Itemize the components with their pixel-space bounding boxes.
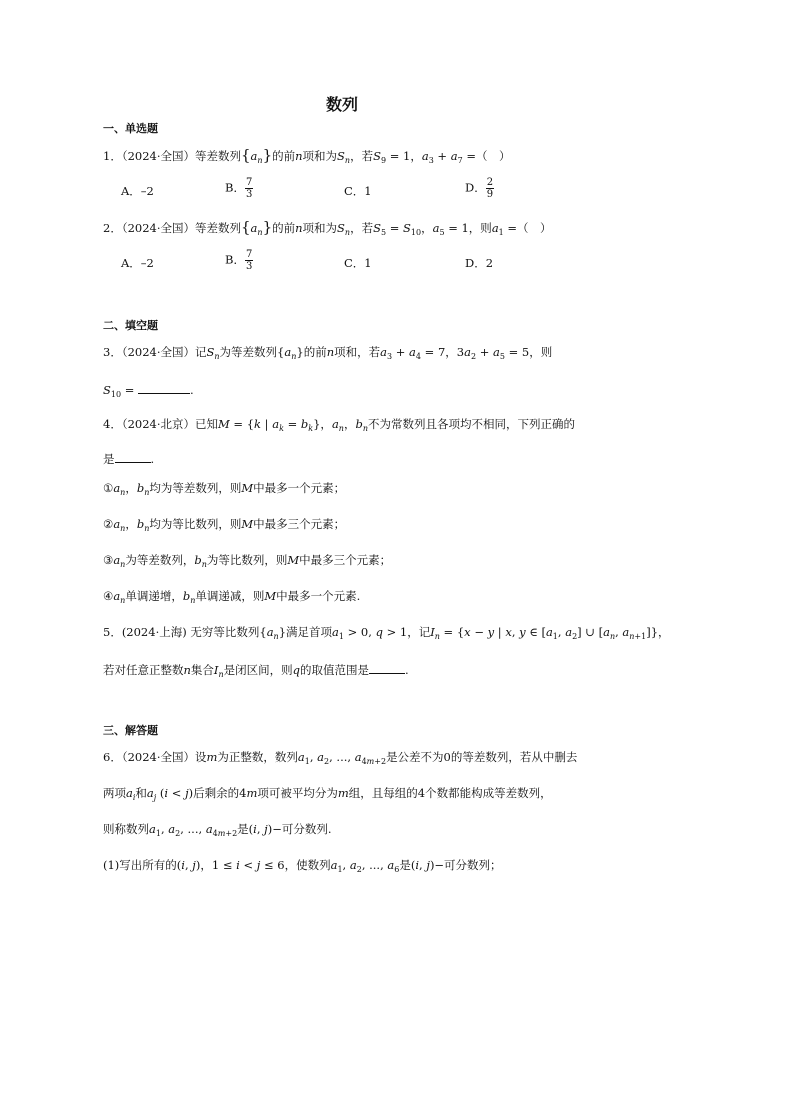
question-2-option-a[interactable]: A．–2 bbox=[121, 256, 154, 270]
question-1-stem: 1．（2024·全国）等差数列$\{a_n\}$的前n项和为$S_n$，若$S_9 = 1$，$a_3 + a_7$ =（ ） bbox=[103, 146, 511, 165]
question-6-line-2: 两项$a_i$和$a_j$ (i < j)后剩余的4m项可被平均分为m组，且每组的4个数都能构成等差数列， bbox=[103, 786, 552, 802]
question-1-option-c[interactable]: C．1 bbox=[344, 184, 372, 198]
question-4-line-2: 是 . bbox=[103, 452, 155, 466]
question-4-item-3: $③a_n$为等差数列，$b_n$为等比数列，则M中最多三个元素； bbox=[103, 553, 392, 569]
answer-blank[interactable] bbox=[369, 662, 405, 674]
question-2-stem: 2．（2024·全国）等差数列$\{a_n\}$的前n项和为$S_n$，若$S_5 = S_{10}$，$a_5 = 1$，则$a_1$ =（ ） bbox=[103, 218, 552, 237]
fraction: $\frac{7}{3}$ bbox=[245, 177, 253, 200]
question-5-line-1: 5．(2024·上海) 无穷等比数列$\{a_n\}$满足首项$a_1 > 0$, q > 1，记$I_n = \{x - y$ | x, y ∈ [$a_1$, $a_2$] ∪ [$a_n$, $a_{n+1}$]}， bbox=[103, 625, 670, 641]
page-title: 数列 bbox=[325, 95, 358, 114]
question-6-line-3: 则称数列$a_1$, $a_2$, ..., $a_{4m+2}$是(i, j)−可分数列. bbox=[103, 822, 332, 838]
answer-blank[interactable] bbox=[115, 451, 151, 463]
section-heading-single-choice: 一、单选题 bbox=[103, 122, 158, 135]
fraction: $\frac{2}{9}$ bbox=[486, 177, 494, 200]
answer-blank[interactable] bbox=[138, 382, 190, 394]
question-4-line-1: 4．（2024·北京）已知M = {k | $a_k = b_k$}，$a_n$，$b_n$不为常数列且各项均不相同，下列正确的 bbox=[103, 417, 575, 433]
question-1-option-a[interactable]: A．–2 bbox=[121, 184, 154, 198]
section-heading-solution: 三、解答题 bbox=[103, 724, 158, 737]
question-3-line-2: $S_{10}$ = . bbox=[103, 383, 194, 399]
question-6-line-4: (1)写出所有的(i, j)，1 ≤ i < j ≤ 6，使数列$a_1$, $a_2$, ..., $a_6$是(i, j)−可分数列； bbox=[103, 858, 502, 874]
question-3-line-1: 3．（2024·全国）记$S_n$为等差数列$\{a_n\}$的前n项和，若$a_3 + a_4 = 7$，$3a_2 + a_5 = 5$，则 bbox=[103, 345, 553, 361]
question-1-option-b[interactable]: B． $\frac{7}{3}$ bbox=[225, 177, 253, 200]
question-2-option-c[interactable]: C．1 bbox=[344, 256, 372, 270]
fraction: $\frac{7}{3}$ bbox=[245, 249, 253, 272]
question-2-option-b[interactable]: B． $\frac{7}{3}$ bbox=[225, 249, 253, 272]
question-6-line-1: 6．（2024·全国）设m为正整数，数列$a_1$, $a_2$, ..., $a_{4m+2}$是公差不为0的等差数列，若从中删去 bbox=[103, 750, 578, 766]
question-1-option-d[interactable]: D． $\frac{2}{9}$ bbox=[465, 177, 494, 200]
question-4-item-2: $②a_n$，$b_n$均为等比数列，则M中最多三个元素； bbox=[103, 517, 346, 533]
question-4-item-1: $①a_n$，$b_n$均为等差数列，则M中最多一个元素； bbox=[103, 481, 346, 497]
section-heading-fill-blank: 二、填空题 bbox=[103, 319, 158, 332]
question-4-item-4: $④a_n$单调递增，$b_n$单调递减，则M中最多一个元素. bbox=[103, 589, 361, 605]
question-2-option-d[interactable]: D．2 bbox=[465, 256, 494, 270]
question-5-line-2: 若对任意正整数n集合$I_n$是闭区间，则q的取值范围是 . bbox=[103, 663, 409, 679]
